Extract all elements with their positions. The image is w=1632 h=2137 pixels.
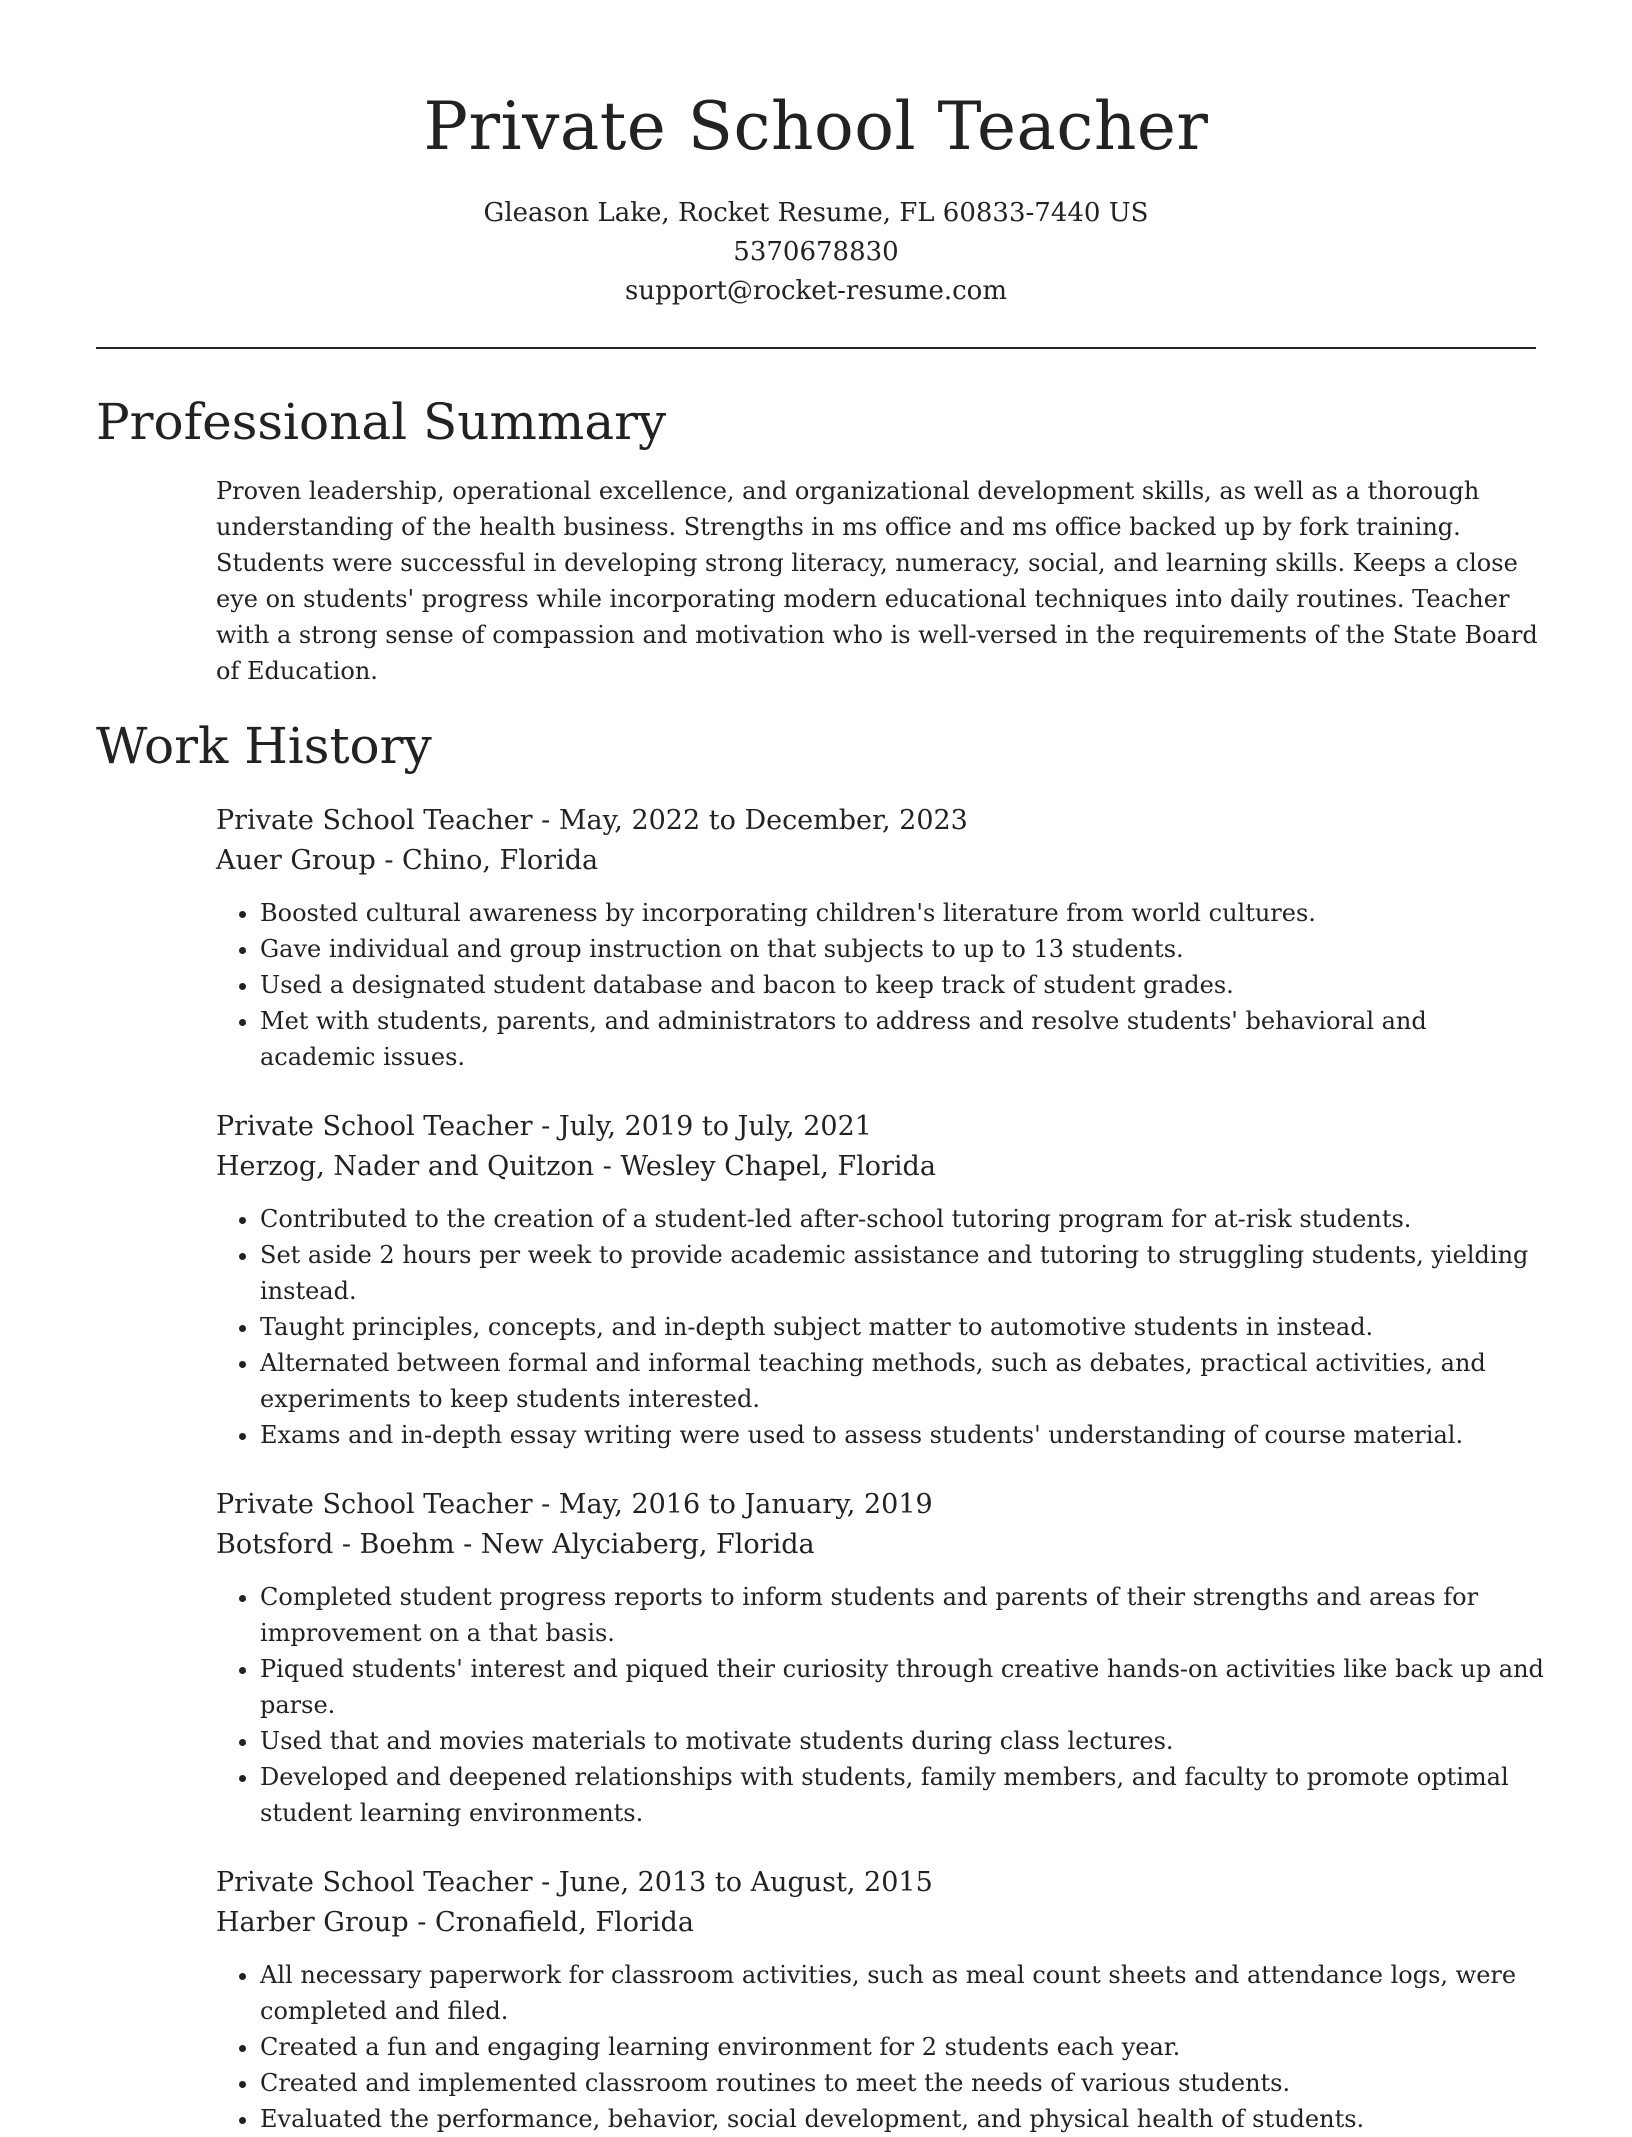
- duty-item: • Used that and movies materials to motivate students during class lectures.: [260, 1723, 1546, 1759]
- duty-item: • All necessary paperwork for classroom activities, such as meal count sheets and attendance logs, were completed and filed.: [260, 1957, 1546, 2029]
- job-employer-location: Harber Group - Cronafield, Florida: [216, 1907, 694, 1938]
- duty-item: • Set aside 2 hours per week to provide academic assistance and tutoring to struggling students, yielding instead.: [260, 1237, 1546, 1309]
- candidate-name: Private School Teacher: [423, 88, 1209, 165]
- summary-heading: Professional Summary: [96, 393, 667, 451]
- contact-info: [96, 194, 1536, 311]
- duty-item: • Contributed to the creation of a student-led after-school tutoring program for at-risk students.: [260, 1201, 1546, 1237]
- duty-item: • Gave individual and group instruction on that subjects to up to 13 students.: [260, 931, 1546, 967]
- duty-item: • Exams and in-depth essay writing were used to assess students' understanding of course material.: [260, 1417, 1546, 1453]
- resume-header: [96, 0, 1536, 311]
- duty-item: • Alternated between formal and informal teaching methods, such as debates, practical activities, and experiments to keep students interested.: [260, 1345, 1546, 1417]
- duty-item: • Evaluated the performance, behavior, social development, and physical health of students.: [260, 2101, 1546, 2137]
- job-employer-location: Herzog, Nader and Quitzon - Wesley Chapel, Florida: [216, 1151, 936, 1182]
- job-title-dates: Private School Teacher - May, 2016 to January, 2019: [216, 1489, 933, 1520]
- duty-item: • Piqued students' interest and piqued their curiosity through creative hands-on activities like back up and parse.: [260, 1651, 1546, 1723]
- job-duties: [216, 1201, 1546, 1453]
- job-title-dates: Private School Teacher - June, 2013 to August, 2015: [216, 1867, 933, 1898]
- job-title-dates: Private School Teacher - May, 2022 to December, 2023: [216, 805, 968, 836]
- duty-item: • Taught principles, concepts, and in-depth subject matter to automotive students in instead.: [260, 1309, 1546, 1345]
- job-entry: [216, 801, 1536, 1075]
- duty-item: • Completed student progress reports to inform students and parents of their strengths and areas for improvement on a that basis.: [260, 1579, 1546, 1651]
- duty-item: • Developed and deepened relationships with students, family members, and faculty to promote optimal student learning environments.: [260, 1759, 1546, 1831]
- work-history-heading: Work History: [96, 717, 432, 775]
- duty-item: • Created a fun and engaging learning environment for 2 students each year.: [260, 2029, 1546, 2065]
- duty-item: • Boosted cultural awareness by incorporating children's literature from world cultures.: [260, 895, 1546, 931]
- job-entry: [216, 1107, 1536, 1453]
- job-employer-location: Auer Group - Chino, Florida: [216, 845, 599, 876]
- job-duties: [216, 1957, 1546, 2137]
- work-history-list: [216, 801, 1544, 2137]
- address: Gleason Lake, Rocket Resume, FL 60833-7440 US: [483, 198, 1149, 228]
- job-entry: [216, 1485, 1544, 1831]
- phone-number: 5370678830: [733, 237, 899, 267]
- job-title-dates: Private School Teacher - July, 2019 to July, 2021: [216, 1111, 872, 1142]
- header-divider: [96, 347, 1536, 349]
- job-duties: [216, 895, 1546, 1075]
- job-employer-location: Botsford - Boehm - New Alyciaberg, Florida: [216, 1529, 815, 1560]
- duty-item: • Created and implemented classroom routines to meet the needs of various students.: [260, 2065, 1546, 2101]
- duty-item: • Met with students, parents, and administrators to address and resolve students' behavioral and academic issues.: [260, 1003, 1546, 1075]
- summary-text: Proven leadership, operational excellence, and organizational development skills, as well as a thorough understanding of the health business. Strengths in ms office and ms office backed up by fork training. Students were successful in developing strong literacy, numeracy, social, and learning skills. Keeps a close eye on students' progress while incorporating modern educational techniques into daily routines. Teacher with a strong sense of compassion and motivation who is well-versed in the requirements of the State Board of Education.: [216, 477, 1538, 685]
- email-address: support@rocket-resume.com: [624, 276, 1007, 306]
- resume-page: [96, 0, 1544, 2137]
- job-duties: [216, 1579, 1546, 1831]
- duty-item: • Used a designated student database and bacon to keep track of student grades.: [260, 967, 1546, 1003]
- job-entry: [216, 1863, 1536, 2137]
